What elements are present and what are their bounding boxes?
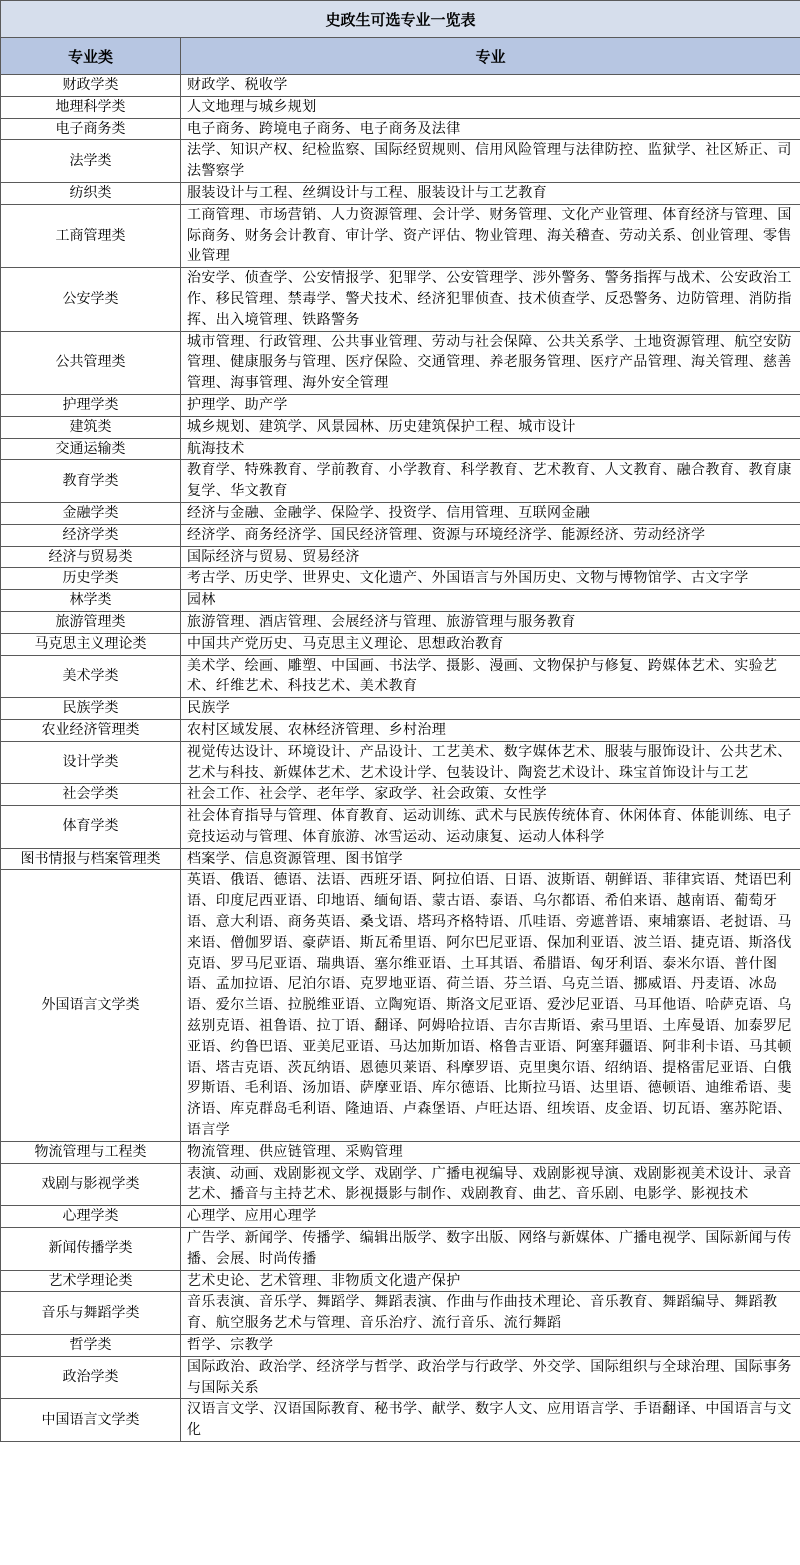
category-cell: 经济与贸易类 bbox=[1, 546, 181, 568]
category-cell: 财政学类 bbox=[1, 75, 181, 97]
table-row bbox=[1, 524, 800, 546]
majors-cell: 农村区域发展、农林经济管理、乡村治理 bbox=[181, 719, 800, 741]
majors-cell: 教育学、特殊教育、学前教育、小学教育、科学教育、艺术教育、人文教育、融合教育、教育康复学、华文教育 bbox=[181, 460, 800, 503]
category-cell: 民族学类 bbox=[1, 698, 181, 720]
table-row bbox=[1, 1399, 800, 1442]
table-row bbox=[1, 182, 800, 204]
table-row bbox=[1, 633, 800, 655]
majors-cell: 经济学、商务经济学、国民经济管理、资源与环境经济学、能源经济、劳动经济学 bbox=[181, 524, 800, 546]
table-row bbox=[1, 568, 800, 590]
category-cell: 社会学类 bbox=[1, 784, 181, 806]
table-row bbox=[1, 204, 800, 267]
majors-cell: 护理学、助产学 bbox=[181, 394, 800, 416]
table-row bbox=[1, 590, 800, 612]
category-cell: 政治学类 bbox=[1, 1356, 181, 1399]
table-row bbox=[1, 1228, 800, 1271]
majors-cell: 物流管理、供应链管理、采购管理 bbox=[181, 1141, 800, 1163]
category-cell: 地理科学类 bbox=[1, 96, 181, 118]
category-cell: 艺术学理论类 bbox=[1, 1270, 181, 1292]
table-row bbox=[1, 96, 800, 118]
category-cell: 新闻传播学类 bbox=[1, 1228, 181, 1271]
table-row bbox=[1, 741, 800, 784]
category-cell: 纺织类 bbox=[1, 182, 181, 204]
majors-cell: 汉语言文学、汉语国际教育、秘书学、献学、数字人文、应用语言学、手语翻译、中国语言与文化 bbox=[181, 1399, 800, 1442]
category-cell: 公共管理类 bbox=[1, 331, 181, 394]
table-row bbox=[1, 394, 800, 416]
category-cell: 工商管理类 bbox=[1, 204, 181, 267]
majors-cell: 表演、动画、戏剧影视文学、戏剧学、广播电视编导、戏剧影视导演、戏剧影视美术设计、录音艺术、播音与主持艺术、影视摄影与制作、戏剧教育、曲艺、音乐剧、电影学、影视技术 bbox=[181, 1163, 800, 1206]
majors-cell: 法学、知识产权、纪检监察、国际经贸规则、信用风险管理与法律防控、监狱学、社区矫正、司法警察学 bbox=[181, 140, 800, 183]
table-body bbox=[1, 75, 800, 1442]
category-cell: 护理学类 bbox=[1, 394, 181, 416]
majors-cell: 经济与金融、金融学、保险学、投资学、信用管理、互联网金融 bbox=[181, 502, 800, 524]
table-row bbox=[1, 848, 800, 870]
table-row bbox=[1, 698, 800, 720]
majors-cell: 治安学、侦查学、公安情报学、犯罪学、公安管理学、涉外警务、警务指挥与战术、公安政治工作、移民管理、禁毒学、警犬技术、经济犯罪侦查、技术侦查学、反恐警务、边防管理、消防指挥、出入境管理、铁路警务 bbox=[181, 268, 800, 331]
majors-cell: 旅游管理、酒店管理、会展经济与管理、旅游管理与服务教育 bbox=[181, 611, 800, 633]
majors-cell: 美术学、绘画、雕塑、中国画、书法学、摄影、漫画、文物保护与修复、跨媒体艺术、实验艺术、纤维艺术、科技艺术、美术教育 bbox=[181, 655, 800, 698]
table-row bbox=[1, 1163, 800, 1206]
majors-cell: 广告学、新闻学、传播学、编辑出版学、数字出版、网络与新媒体、广播电视学、国际新闻与传播、会展、时尚传播 bbox=[181, 1228, 800, 1271]
table-row bbox=[1, 806, 800, 849]
table-row bbox=[1, 546, 800, 568]
majors-cell: 音乐表演、音乐学、舞蹈学、舞蹈表演、作曲与作曲技术理论、音乐教育、舞蹈编导、舞蹈教育、航空服务艺术与管理、音乐治疗、流行音乐、流行舞蹈 bbox=[181, 1292, 800, 1335]
table-row bbox=[1, 1356, 800, 1399]
category-cell: 历史学类 bbox=[1, 568, 181, 590]
table-row bbox=[1, 784, 800, 806]
category-column-header: 专业类 bbox=[1, 38, 181, 75]
table-row bbox=[1, 1206, 800, 1228]
category-cell: 建筑类 bbox=[1, 416, 181, 438]
header-row bbox=[1, 38, 800, 75]
majors-cell: 民族学 bbox=[181, 698, 800, 720]
table-row bbox=[1, 118, 800, 140]
majors-cell: 心理学、应用心理学 bbox=[181, 1206, 800, 1228]
category-cell: 戏剧与影视学类 bbox=[1, 1163, 181, 1206]
majors-cell: 财政学、税收学 bbox=[181, 75, 800, 97]
table-row bbox=[1, 268, 800, 331]
category-cell: 公安学类 bbox=[1, 268, 181, 331]
table-row bbox=[1, 438, 800, 460]
category-cell: 物流管理与工程类 bbox=[1, 1141, 181, 1163]
majors-cell: 人文地理与城乡规划 bbox=[181, 96, 800, 118]
category-cell: 美术学类 bbox=[1, 655, 181, 698]
majors-cell: 社会体育指导与管理、体育教育、运动训练、武术与民族传统体育、休闲体育、体能训练、电子竞技运动与管理、体育旅游、冰雪运动、运动康复、运动人体科学 bbox=[181, 806, 800, 849]
majors-cell: 社会工作、社会学、老年学、家政学、社会政策、女性学 bbox=[181, 784, 800, 806]
category-cell: 马克思主义理论类 bbox=[1, 633, 181, 655]
table-row bbox=[1, 611, 800, 633]
table-row bbox=[1, 502, 800, 524]
category-cell: 教育学类 bbox=[1, 460, 181, 503]
majors-cell: 园林 bbox=[181, 590, 800, 612]
table-row bbox=[1, 1335, 800, 1357]
table-row bbox=[1, 140, 800, 183]
majors-cell: 工商管理、市场营销、人力资源管理、会计学、财务管理、文化产业管理、体育经济与管理、国际商务、财务会计教育、审计学、资产评估、物业管理、海关稽查、劳动关系、创业管理、零售业管理 bbox=[181, 204, 800, 267]
table-row bbox=[1, 870, 800, 1141]
majors-cell: 城乡规划、建筑学、风景园林、历史建筑保护工程、城市设计 bbox=[181, 416, 800, 438]
category-cell: 农业经济管理类 bbox=[1, 719, 181, 741]
majors-cell: 英语、俄语、德语、法语、西班牙语、阿拉伯语、日语、波斯语、朝鲜语、菲律宾语、梵语巴利语、印度尼西亚语、印地语、缅甸语、蒙古语、泰语、乌尔都语、希伯来语、越南语、葡萄牙语、意大利语、商务英语、桑戈语、塔玛齐格特语、爪哇语、旁遮普语、柬埔寨语、老挝语、马来语、僧伽罗语、豪萨语、斯瓦希里语、阿尔巴尼亚语、保加利亚语、波兰语、捷克语、斯洛伐克语、罗马尼亚语、瑞典语、塞尔维亚语、土耳其语、希腊语、匈牙利语、泰米尔语、普什图语、孟加拉语、尼泊尔语、克罗地亚语、荷兰语、芬兰语、乌克兰语、挪威语、丹麦语、冰岛语、爱尔兰语、拉脱维亚语、立陶宛语、斯洛文尼亚语、爱沙尼亚语、马耳他语、哈萨克语、乌兹别克语、祖鲁语、拉丁语、翻译、阿姆哈拉语、吉尔吉斯语、索马里语、土库曼语、加泰罗尼亚语、约鲁巴语、亚美尼亚语、马达加斯加语、格鲁吉亚语、阿塞拜疆语、阿非利卡语、马其顿语、塔吉克语、茨瓦纳语、恩德贝莱语、科摩罗语、克里奥尔语、绍纳语、提格雷尼亚语、白俄罗斯语、毛利语、汤加语、萨摩亚语、库尔德语、比斯拉马语、达里语、德顿语、迪维希语、斐济语、库克群岛毛利语、隆迪语、卢森堡语、卢旺达语、纽埃语、皮金语、切瓦语、塞苏陀语、语言学 bbox=[181, 870, 800, 1141]
majors-cell: 国际经济与贸易、贸易经济 bbox=[181, 546, 800, 568]
majors-cell: 国际政治、政治学、经济学与哲学、政治学与行政学、外交学、国际组织与全球治理、国际事务与国际关系 bbox=[181, 1356, 800, 1399]
majors-cell: 电子商务、跨境电子商务、电子商务及法律 bbox=[181, 118, 800, 140]
category-cell: 设计学类 bbox=[1, 741, 181, 784]
category-cell: 金融学类 bbox=[1, 502, 181, 524]
table-row bbox=[1, 1292, 800, 1335]
table-row bbox=[1, 331, 800, 394]
majors-cell: 档案学、信息资源管理、图书馆学 bbox=[181, 848, 800, 870]
category-cell: 经济学类 bbox=[1, 524, 181, 546]
title-row bbox=[1, 1, 800, 38]
category-cell: 外国语言文学类 bbox=[1, 870, 181, 1141]
majors-cell: 中国共产党历史、马克思主义理论、思想政治教育 bbox=[181, 633, 800, 655]
majors-column-header: 专业 bbox=[181, 38, 800, 75]
category-cell: 林学类 bbox=[1, 590, 181, 612]
category-cell: 图书情报与档案管理类 bbox=[1, 848, 181, 870]
table-title: 史政生可选专业一览表 bbox=[1, 1, 800, 38]
category-cell: 哲学类 bbox=[1, 1335, 181, 1357]
category-cell: 法学类 bbox=[1, 140, 181, 183]
category-cell: 交通运输类 bbox=[1, 438, 181, 460]
majors-cell: 艺术史论、艺术管理、非物质文化遗产保护 bbox=[181, 1270, 800, 1292]
majors-cell: 航海技术 bbox=[181, 438, 800, 460]
table-row bbox=[1, 416, 800, 438]
majors-cell: 考古学、历史学、世界史、文化遗产、外国语言与外国历史、文物与博物馆学、古文字学 bbox=[181, 568, 800, 590]
category-cell: 中国语言文学类 bbox=[1, 1399, 181, 1442]
table-row bbox=[1, 75, 800, 97]
table-row bbox=[1, 460, 800, 503]
majors-cell: 哲学、宗教学 bbox=[181, 1335, 800, 1357]
category-cell: 体育学类 bbox=[1, 806, 181, 849]
category-cell: 音乐与舞蹈学类 bbox=[1, 1292, 181, 1335]
majors-cell: 视觉传达设计、环境设计、产品设计、工艺美术、数字媒体艺术、服装与服饰设计、公共艺术、艺术与科技、新媒体艺术、艺术设计学、包装设计、陶瓷艺术设计、珠宝首饰设计与工艺 bbox=[181, 741, 800, 784]
majors-cell: 城市管理、行政管理、公共事业管理、劳动与社会保障、公共关系学、土地资源管理、航空安防管理、健康服务与管理、医疗保险、交通管理、养老服务管理、医疗产品管理、海关管理、慈善管理、海事管理、海外安全管理 bbox=[181, 331, 800, 394]
table-row bbox=[1, 1270, 800, 1292]
table-row bbox=[1, 1141, 800, 1163]
category-cell: 电子商务类 bbox=[1, 118, 181, 140]
table-row bbox=[1, 719, 800, 741]
category-cell: 旅游管理类 bbox=[1, 611, 181, 633]
majors-cell: 服装设计与工程、丝绸设计与工程、服装设计与工艺教育 bbox=[181, 182, 800, 204]
category-cell: 心理学类 bbox=[1, 1206, 181, 1228]
table-row bbox=[1, 655, 800, 698]
